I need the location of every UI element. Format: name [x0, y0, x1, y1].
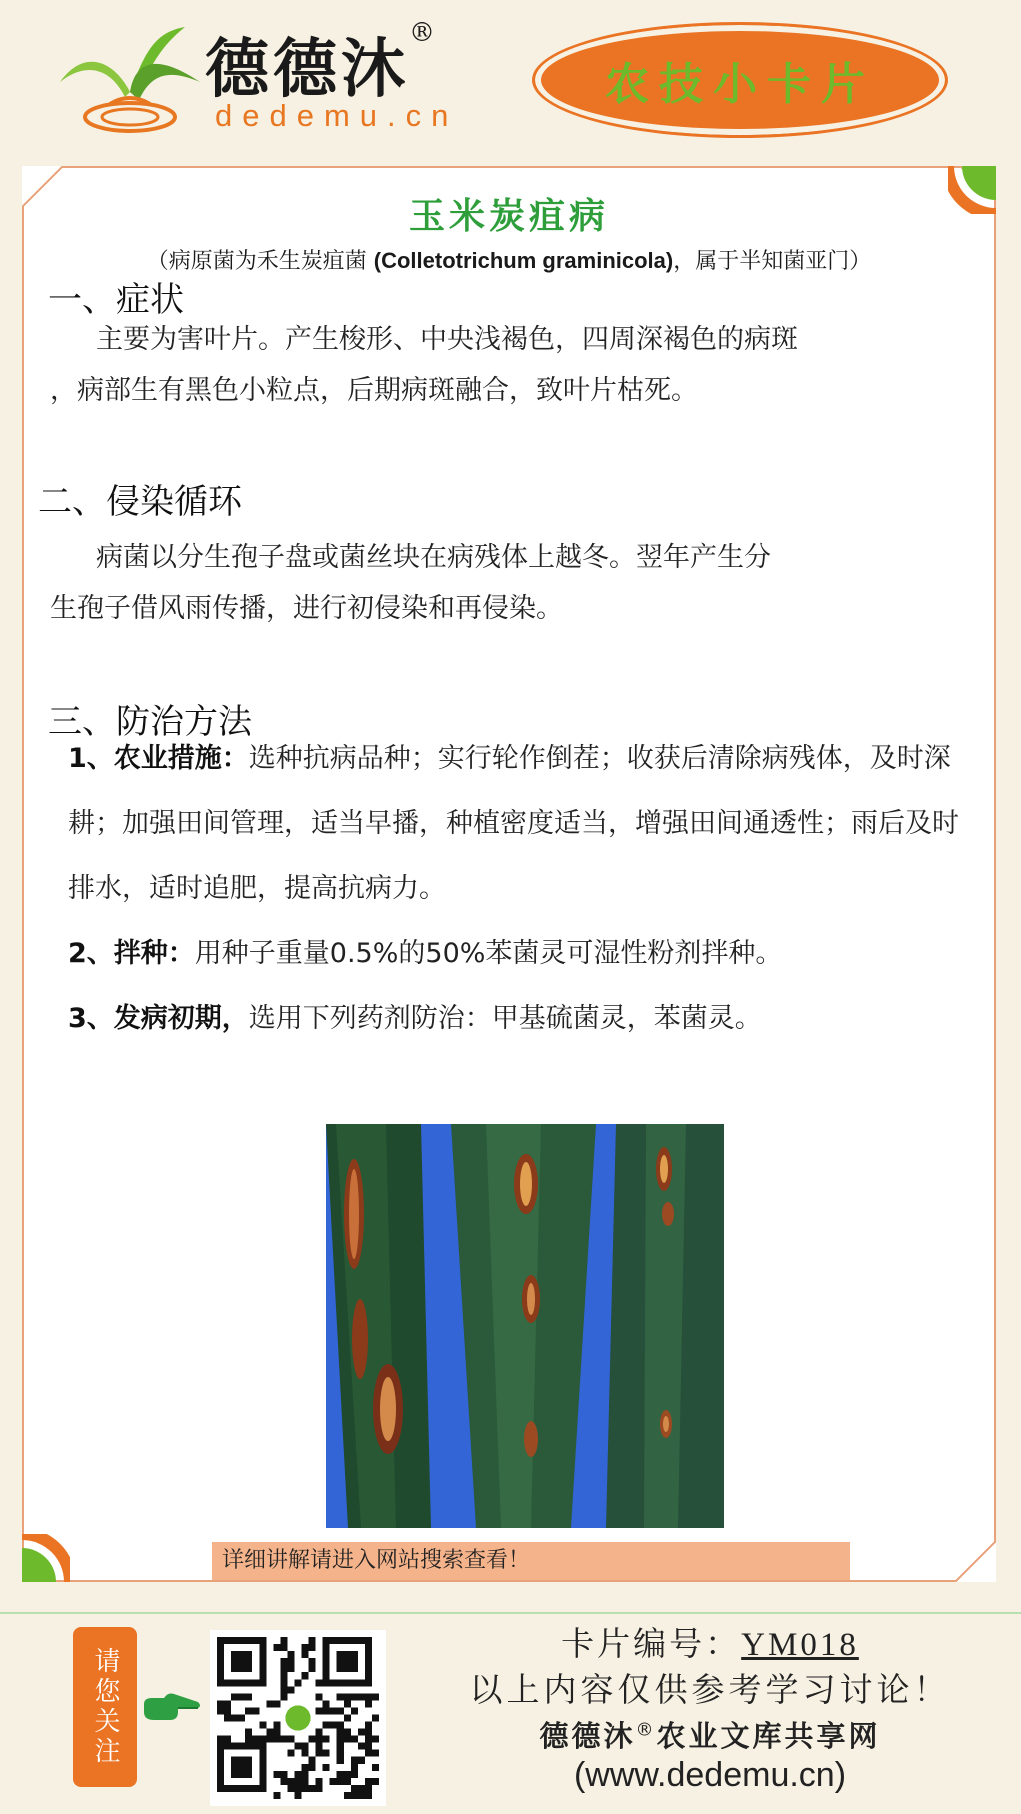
control-item-early-stage: 3、发病初期，选用下列药剂防治：甲基硫菌灵，苯菌灵。	[68, 1003, 762, 1034]
site-url[interactable]: (www.dedemu.cn)	[573, 1756, 847, 1794]
website-tip-banner: 详细讲解请进入网站搜索查看！	[212, 1542, 850, 1580]
diseased-corn-leaf-photo	[326, 1124, 724, 1528]
disease-title: 玉米炭疽病	[408, 196, 609, 237]
symptoms-text-line2: ，病部生有黑色小粒点，后期病斑融合，致叶片枯死。	[50, 375, 698, 406]
corner-ornament-bottom-left	[22, 1534, 70, 1582]
card-number: 卡片编号：YM018	[561, 1624, 859, 1663]
card-number-value: YM018	[741, 1627, 859, 1663]
card-type-badge: 农技小卡片	[532, 22, 948, 138]
site-name: 德德沐®农业文库共享网	[539, 1719, 881, 1753]
section-control-heading: 三、防治方法	[48, 702, 252, 742]
registered-mark: ®	[409, 18, 439, 48]
section-infection-cycle-heading: 二、侵染循环	[38, 482, 242, 522]
pointing-hand-icon	[142, 1690, 202, 1726]
follow-us-label: 请您关注	[73, 1627, 137, 1787]
qr-code-image[interactable]	[210, 1630, 386, 1806]
pathogen-subtitle: （病原菌为禾生炭疽菌 (Colletotrichum graminicola)，属于半知菌亚门）	[146, 248, 872, 274]
disclaimer-text: 以上内容仅供参考学习讨论！	[469, 1670, 951, 1709]
brand-logo-icon	[55, 22, 205, 142]
infection-text-line2: 生孢子借风雨传播，进行初侵染和再侵染。	[50, 593, 563, 624]
control-item-agricultural: 1、农业措施：选种抗病品种；实行轮作倒茬；收获后清除病残体，及时深耕；加强田间管理，适当早播，种植密度适当，增强田间通透性；雨后及时排水，适时追肥，提高抗病力。	[68, 743, 959, 904]
brand-url: dedemu.cn	[215, 98, 459, 133]
knowledge-card	[22, 166, 996, 1582]
control-item-seed-dressing: 2、拌种：用种子重量0.5%的50%苯菌灵可湿性粉剂拌种。	[68, 938, 783, 969]
infection-text-line1: 病菌以分生孢子盘或菌丝块在病残体上越冬。翌年产生分	[96, 542, 771, 573]
section-symptoms-heading: 一、症状	[48, 280, 184, 320]
footer-divider	[0, 1612, 1021, 1614]
symptoms-text-line1: 主要为害叶片。产生梭形、中央浅褐色，四周深褐色的病斑	[96, 324, 798, 355]
pathogen-latin-name: (Colletotrichum graminicola)	[373, 248, 674, 273]
brand-name: 德德沐®	[205, 18, 439, 107]
